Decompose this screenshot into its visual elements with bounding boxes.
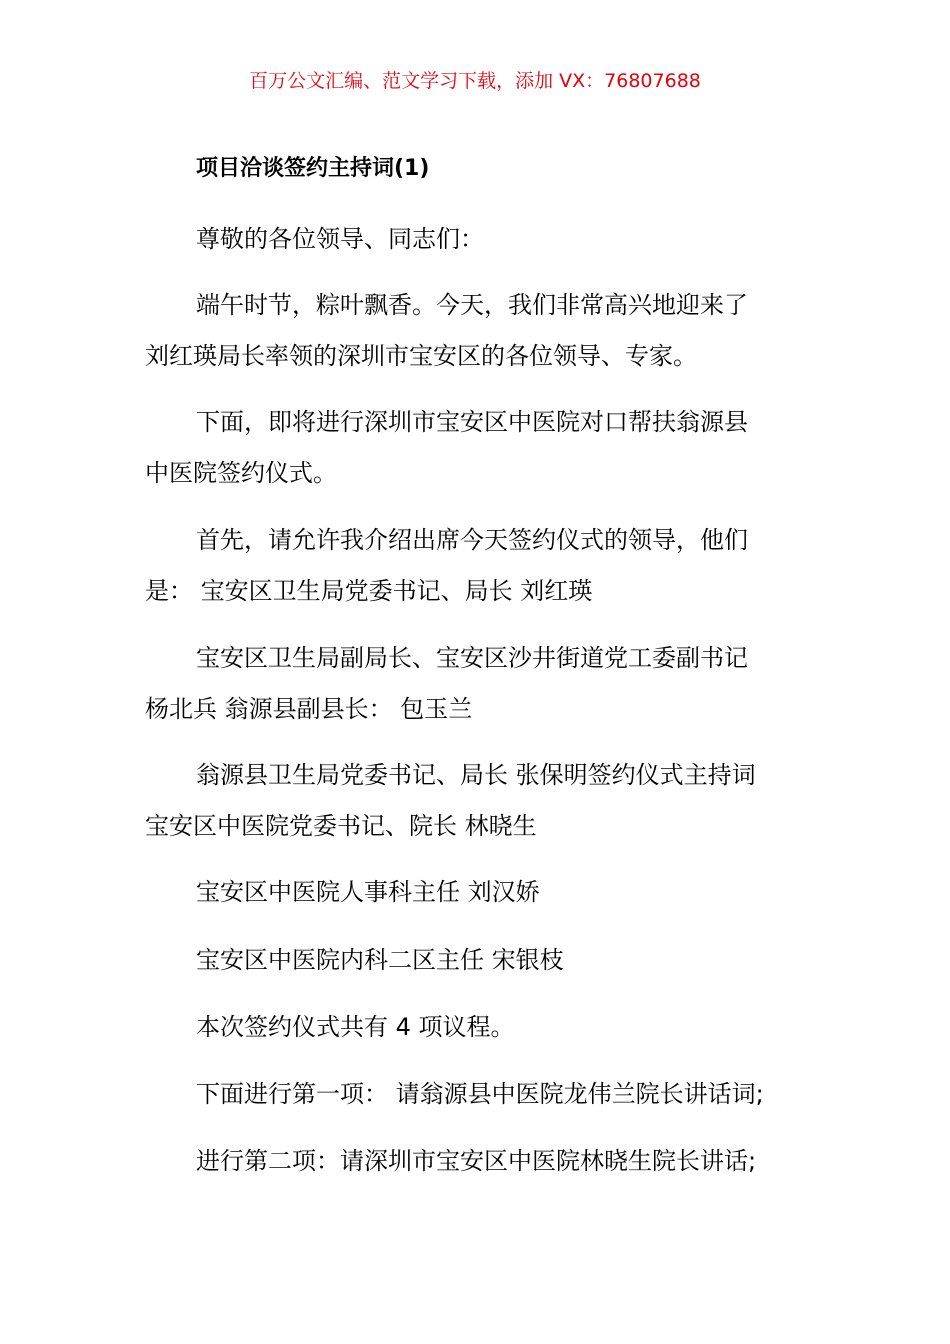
paragraph-line: 中医院签约仪式。 (145, 459, 337, 487)
paragraph-line: 下面，即将进行深圳市宝安区中医院对口帮扶翁源县 (196, 408, 748, 436)
agenda-summary: 本次签约仪式共有 4 项议程。 (196, 1013, 515, 1041)
paragraph-line: 宝安区中医院党委书记、院长 林晓生 (145, 812, 537, 840)
paragraph-welcome (145, 280, 810, 382)
attendee-line: 宝安区中医院人事科主任 刘汉娇 (196, 878, 540, 906)
agenda-item: 进行第二项：请深圳市宝安区中医院林晓生院长讲话; (196, 1147, 757, 1175)
document-title: 项目洽谈签约主持词(1) (196, 156, 430, 181)
paragraph-attendees-intro (145, 515, 810, 617)
paragraph-ceremony-intro (145, 397, 810, 499)
paragraph-attendees-3 (145, 750, 810, 852)
greeting: 尊敬的各位领导、同志们： (196, 225, 484, 253)
paragraph-line: 翁源县卫生局党委书记、局长 张保明签约仪式主持词 (196, 761, 756, 789)
paragraph-line: 宝安区卫生局副局长、宝安区沙井街道党工委副书记 (196, 644, 748, 672)
agenda-item: 下面进行第一项： 请翁源县中医院龙伟兰院长讲话词; (196, 1080, 764, 1108)
promo-banner: 百万公文汇编、范文学习下载，添加 VX：76807688 (249, 70, 701, 92)
paragraph-line: 刘红瑛局长率领的深圳市宝安区的各位领导、专家。 (145, 342, 697, 370)
paragraph-line: 杨北兵 翁源县副县长： 包玉兰 (145, 695, 473, 723)
paragraph-line: 端午时节，粽叶飘香。今天，我们非常高兴地迎来了 (196, 291, 748, 319)
paragraph-line: 首先，请允许我介绍出席今天签约仪式的领导，他们 (196, 526, 748, 554)
paragraph-attendees-2 (145, 633, 810, 735)
attendee-line: 宝安区中医院内科二区主任 宋银枝 (196, 946, 564, 974)
paragraph-line: 是： 宝安区卫生局党委书记、局长 刘红瑛 (145, 577, 593, 605)
